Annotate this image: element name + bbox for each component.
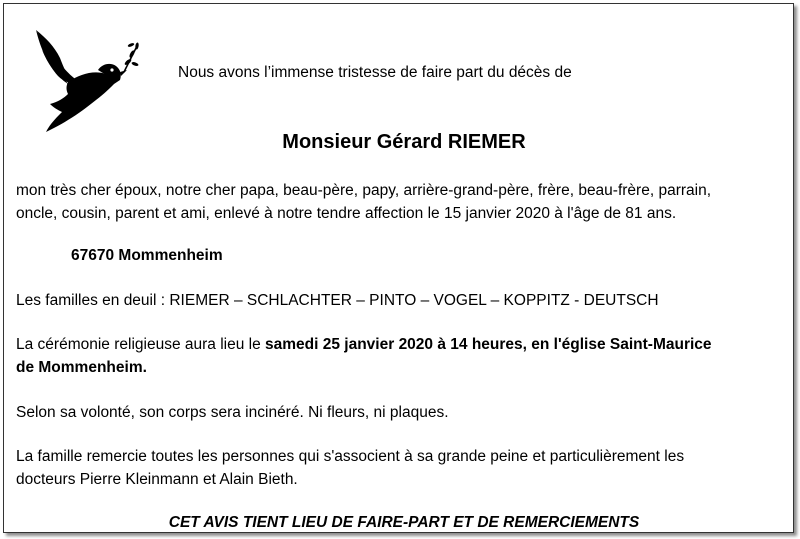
closing-notice: CET AVIS TIENT LIEU DE FAIRE-PART ET DE REMERCIEMENTS <box>168 514 640 531</box>
description-line-2: oncle, cousin, parent et ami, enlevé à notre tendre affection le 15 janvier 2020 à l'âge de 81 ans. <box>16 205 677 222</box>
thanks-line-2: docteurs Pierre Kleinmann et Alain Bieth. <box>16 471 298 488</box>
intro-text: Nous avons l’immense tristesse de faire part du décès de <box>178 64 572 81</box>
dove-icon <box>28 24 140 136</box>
thanks-line-1: La famille remercie toutes les personnes qui s'associent à sa grande peine et particulièrement les <box>16 448 685 465</box>
obituary-card <box>3 3 794 533</box>
ceremony-prefix: La cérémonie religieuse aura lieu le <box>16 336 266 353</box>
ceremony-date-place: samedi 25 janvier 2020 à 14 heures, en l'église Saint-Maurice <box>265 336 712 353</box>
description-line-1: mon très cher époux, notre cher papa, beau-père, papy, arrière-grand-père, frère, beau-frère, parrain, <box>16 182 712 199</box>
wish-text: Selon sa volonté, son corps sera incinéré. Ni fleurs, ni plaques. <box>16 404 449 421</box>
ceremony-line-2: de Mommenheim. <box>16 359 147 376</box>
deceased-name: Monsieur Gérard RIEMER <box>282 131 526 153</box>
families-text: Les familles en deuil : RIEMER – SCHLACHTER – PINTO – VOGEL – KOPPITZ - DEUTSCH <box>16 292 659 309</box>
place-text: 67670 Mommenheim <box>71 247 223 264</box>
ceremony-line-1 <box>16 336 712 354</box>
